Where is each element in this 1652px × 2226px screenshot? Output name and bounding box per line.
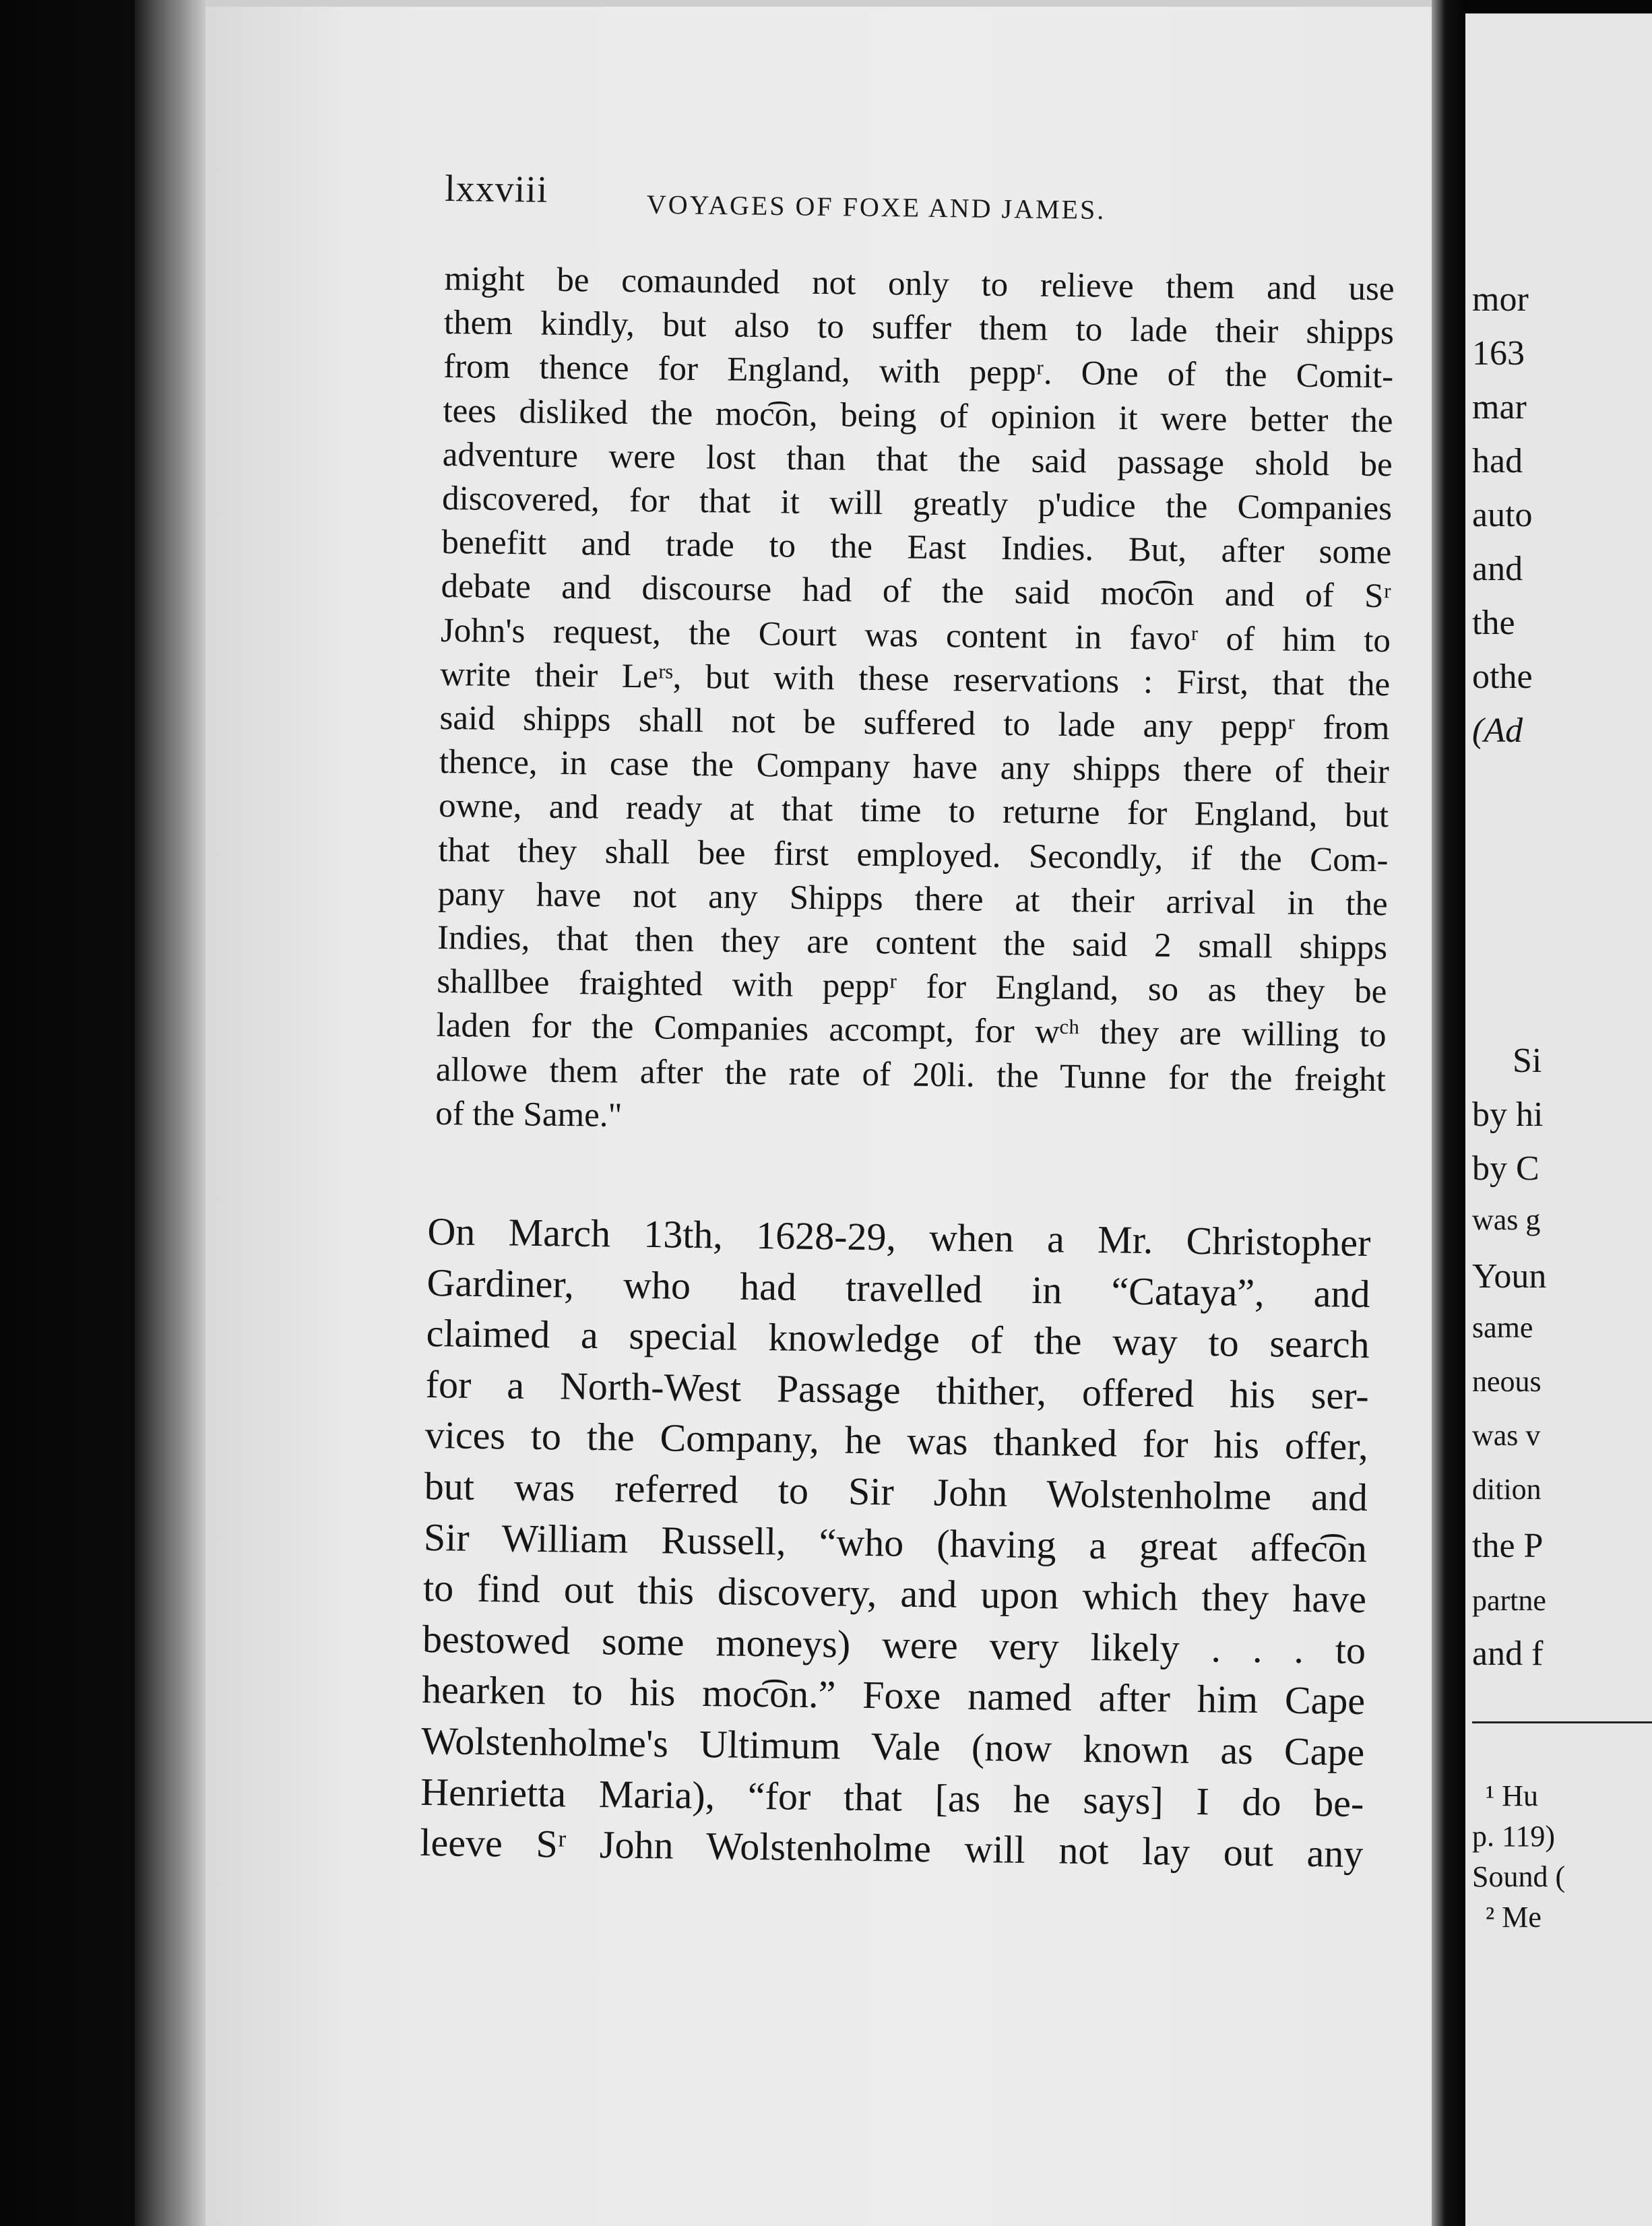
text-fragment: by C xyxy=(1472,1149,1539,1188)
text-fragment: by hi xyxy=(1472,1095,1544,1134)
text-line: On March 13th, 1628-29, when a Mr. Christopher xyxy=(427,1209,1371,1265)
binding-shadow xyxy=(0,0,135,2226)
center-gutter xyxy=(1432,0,1465,2226)
page-top-shadow xyxy=(205,0,1432,7)
text-line: Wolstenholme's Ultimum Vale (now known as Cape xyxy=(420,1718,1365,1774)
footnote-fragment: Sound ( xyxy=(1472,1860,1566,1893)
text-fragment: Youn xyxy=(1472,1257,1547,1296)
text-line: but was referred to Sir John Wolstenholme and xyxy=(424,1463,1368,1520)
text-line: to find out this discovery, and upon which they have xyxy=(422,1566,1367,1622)
footnote-rule xyxy=(1472,1721,1652,1723)
text-fragment: mor xyxy=(1472,280,1529,319)
text-fragment: Si xyxy=(1513,1042,1542,1080)
text-line: said shipps shall not be suffered to lade any peppʳ from xyxy=(439,699,1390,748)
text-fragment: mar xyxy=(1472,388,1527,426)
text-fragment: auto xyxy=(1472,496,1533,534)
text-line: John's request, the Court was content in favoʳ of him to xyxy=(440,611,1391,660)
text-fragment: and f xyxy=(1472,1634,1544,1673)
text-fragment: othe xyxy=(1472,658,1533,696)
text-line: shallbee fraighted with peppʳ for England, so as they be xyxy=(437,963,1387,1011)
text-line: leeve Sʳ John Wolstenholme will not lay out any xyxy=(420,1820,1364,1876)
text-line: adventure were lost than that the said passage shold be xyxy=(442,435,1393,484)
page-header xyxy=(444,167,1401,239)
text-line: laden for the Companies accompt, for wᶜʰ they are willing to xyxy=(436,1007,1387,1055)
footnote-fragment: ¹ Hu xyxy=(1486,1779,1538,1812)
body-paragraph xyxy=(420,1206,1371,1880)
text-line: pany have not any Shipps there at their arrival in the xyxy=(437,874,1388,924)
text-fragment: same xyxy=(1472,1311,1533,1344)
text-fragment: 163 xyxy=(1472,334,1525,373)
text-line: of the Same." xyxy=(435,1094,623,1135)
text-fragment: was g xyxy=(1472,1203,1541,1236)
text-line: vices to the Company, he was thanked for his offer, xyxy=(424,1413,1369,1469)
text-fragment: was v xyxy=(1472,1419,1541,1452)
text-fragment: partne xyxy=(1472,1584,1546,1617)
text-line: discovered, for that it will greatly p'udice the Companies xyxy=(441,479,1393,528)
text-fragment: had xyxy=(1472,442,1523,480)
text-line: Henrietta Maria), “for that [as he says] I do be- xyxy=(420,1769,1364,1825)
facing-page-fragment xyxy=(1465,13,1652,2226)
text-line: benefitt and trade to the East Indies. But, after some xyxy=(441,523,1392,572)
text-fragment: the xyxy=(1472,604,1515,642)
text-fragment: (Ad xyxy=(1472,711,1523,750)
quoted-minutes-paragraph xyxy=(435,257,1395,1146)
page-number: lxxviii xyxy=(444,168,548,211)
text-line: for a North-West Passage thither, offered his ser- xyxy=(425,1362,1370,1418)
text-line: from thence for England, with peppʳ. One of the Comit- xyxy=(443,348,1394,396)
text-line: tees disliked the moc͡on, being of opinion it were better the xyxy=(443,391,1393,440)
text-fragment: dition xyxy=(1472,1473,1542,1506)
text-line: Gardiner, who had travelled in “Cataya”, and xyxy=(426,1260,1370,1316)
text-fragment: the P xyxy=(1472,1527,1544,1565)
text-line: write their Leʳˢ, but with these reservations : First, that the xyxy=(440,655,1391,704)
text-line: Indies, that then they are content the said 2 small shipps xyxy=(437,918,1388,967)
text-line: allowe them after the rate of 20li. the Tunne for the freight xyxy=(435,1050,1387,1099)
page-edge-stack xyxy=(135,0,205,2226)
book-page xyxy=(205,0,1432,2226)
text-line: claimed a special knowledge of the way to search xyxy=(426,1311,1370,1367)
text-line: might be comaunded not only to relieve them and use xyxy=(444,259,1395,309)
text-line: Sir William Russell, “who (having a great affec͡on xyxy=(423,1515,1368,1570)
footnote-fragment: ² Me xyxy=(1486,1901,1542,1934)
text-line: them kindly, but also to suffer them to lade their shipps xyxy=(443,304,1395,352)
text-line: owne, and ready at that time to returne for England, but xyxy=(438,787,1389,835)
text-line: that they shall bee first employed. Secondly, if the Com- xyxy=(438,831,1389,879)
text-fragment: and xyxy=(1472,550,1523,588)
text-line: thence, in case the Company have any shipps there of their xyxy=(439,743,1390,792)
text-line: bestowed some moneys) were very likely . . . to xyxy=(422,1616,1366,1672)
running-title: VOYAGES OF FOXE AND JAMES. xyxy=(646,189,1106,225)
text-line: debate and discourse had of the said moc͡on and of Sʳ xyxy=(441,567,1391,616)
text-line: hearken to his moc͡on.” Foxe named after him Cape xyxy=(421,1667,1366,1723)
footnote-fragment: p. 119) xyxy=(1472,1820,1556,1853)
text-fragment: neous xyxy=(1472,1365,1542,1398)
